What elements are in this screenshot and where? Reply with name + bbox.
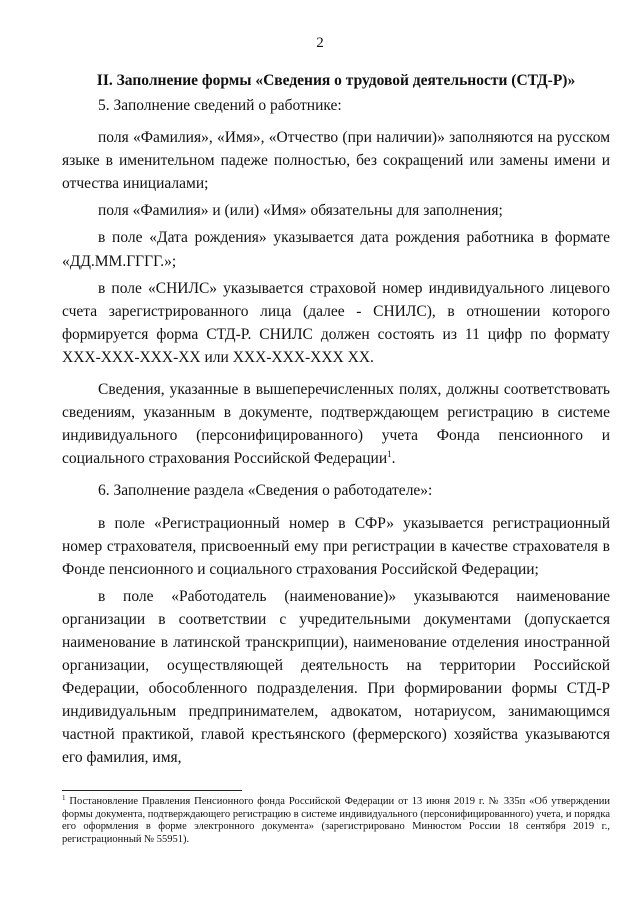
paragraph-5-title: 5. Заполнение сведений о работнике: [98, 97, 342, 114]
footnote [62, 796, 610, 847]
paragraph-required-fields: поля «Фамилия» и (или) «Имя» обязательны для заполнения; [98, 202, 503, 220]
document-body [62, 69, 610, 770]
footnote-separator [62, 790, 242, 791]
footnote-text: Постановление Правления Пенсионного фонда Российской Федерации от 13 июня 2019 г. № 335п «Об утверждении формы документа, подтверждающего регистрацию в системе индивидуального (персонифицированного) учета, и порядка его оформления в форме электронного документа» (зарегистрировано Минюстом России 18 сентября 2019 г., регистрационный № 55951). [62, 796, 610, 846]
paragraph-name-fields: поля «Фамилия», «Имя», «Отчество (при наличии)» заполняются на русском языке в именительном падеже полностью, без сокращений или замены имени и отчества инициалами; [62, 129, 610, 193]
footnote-reference-suffix: . [391, 450, 396, 468]
paragraph-employer-name: в поле «Работодатель (наименование)» указываются наименование организации в соответствии с учредительными документами (допускается наименование в латинской транскрипции), наименование отделения иностранной организации, осуществляющей деятельность на территории Российской Федерации, обособленного подразделения. При формировании формы СТД-Р индивидуальным предпринимателем, адвокатом, нотариусом, занимающимся частной практикой, главой крестьянского (фермерского) хозяйства указываются его фамилия, имя, [62, 587, 610, 767]
page-number: 2 [316, 35, 324, 51]
footnote-reference: 1 [387, 449, 392, 460]
paragraph-6-title: 6. Заполнение раздела «Сведения о работодателе»: [98, 482, 433, 500]
section-heading: II. Заполнение формы «Сведения о трудовой деятельности (СТД-Р)» [96, 72, 576, 89]
paragraph-correspondence [62, 378, 610, 470]
footnote-marker: 1 [62, 794, 66, 802]
paragraph-registration-number: в поле «Регистрационный номер в СФР» указывается регистрационный номер страхователя, присвоенный ему при регистрации в качестве страхователя в Фонде пенсионного и социального страхования Российской Федерации; [62, 514, 610, 578]
paragraph-correspondence-text: Сведения, указанные в вышеперечисленных полях, должны соответствовать сведениям, указанным в документе, подтверждающем регистрацию в системе индивидуального (персонифицированного) учета Фонда пенсионного и социального страхования Российской Федерации [62, 381, 610, 468]
paragraph-birth-date: в поле «Дата рождения» указывается дата рождения работника в формате «ДД.ММ.ГГГГ.»; [62, 229, 610, 270]
paragraph-snils: в поле «СНИЛС» указывается страховой номер индивидуального лицевого счета зарегистрированного лица (далее - СНИЛС), в отношении которого формируется форма СТД-Р. СНИЛС должен состоять из 11 цифр по формату ХХХ-ХХХ-ХХХ-ХХ или ХХХ-ХХХ-ХХХ ХХ. [62, 279, 610, 366]
